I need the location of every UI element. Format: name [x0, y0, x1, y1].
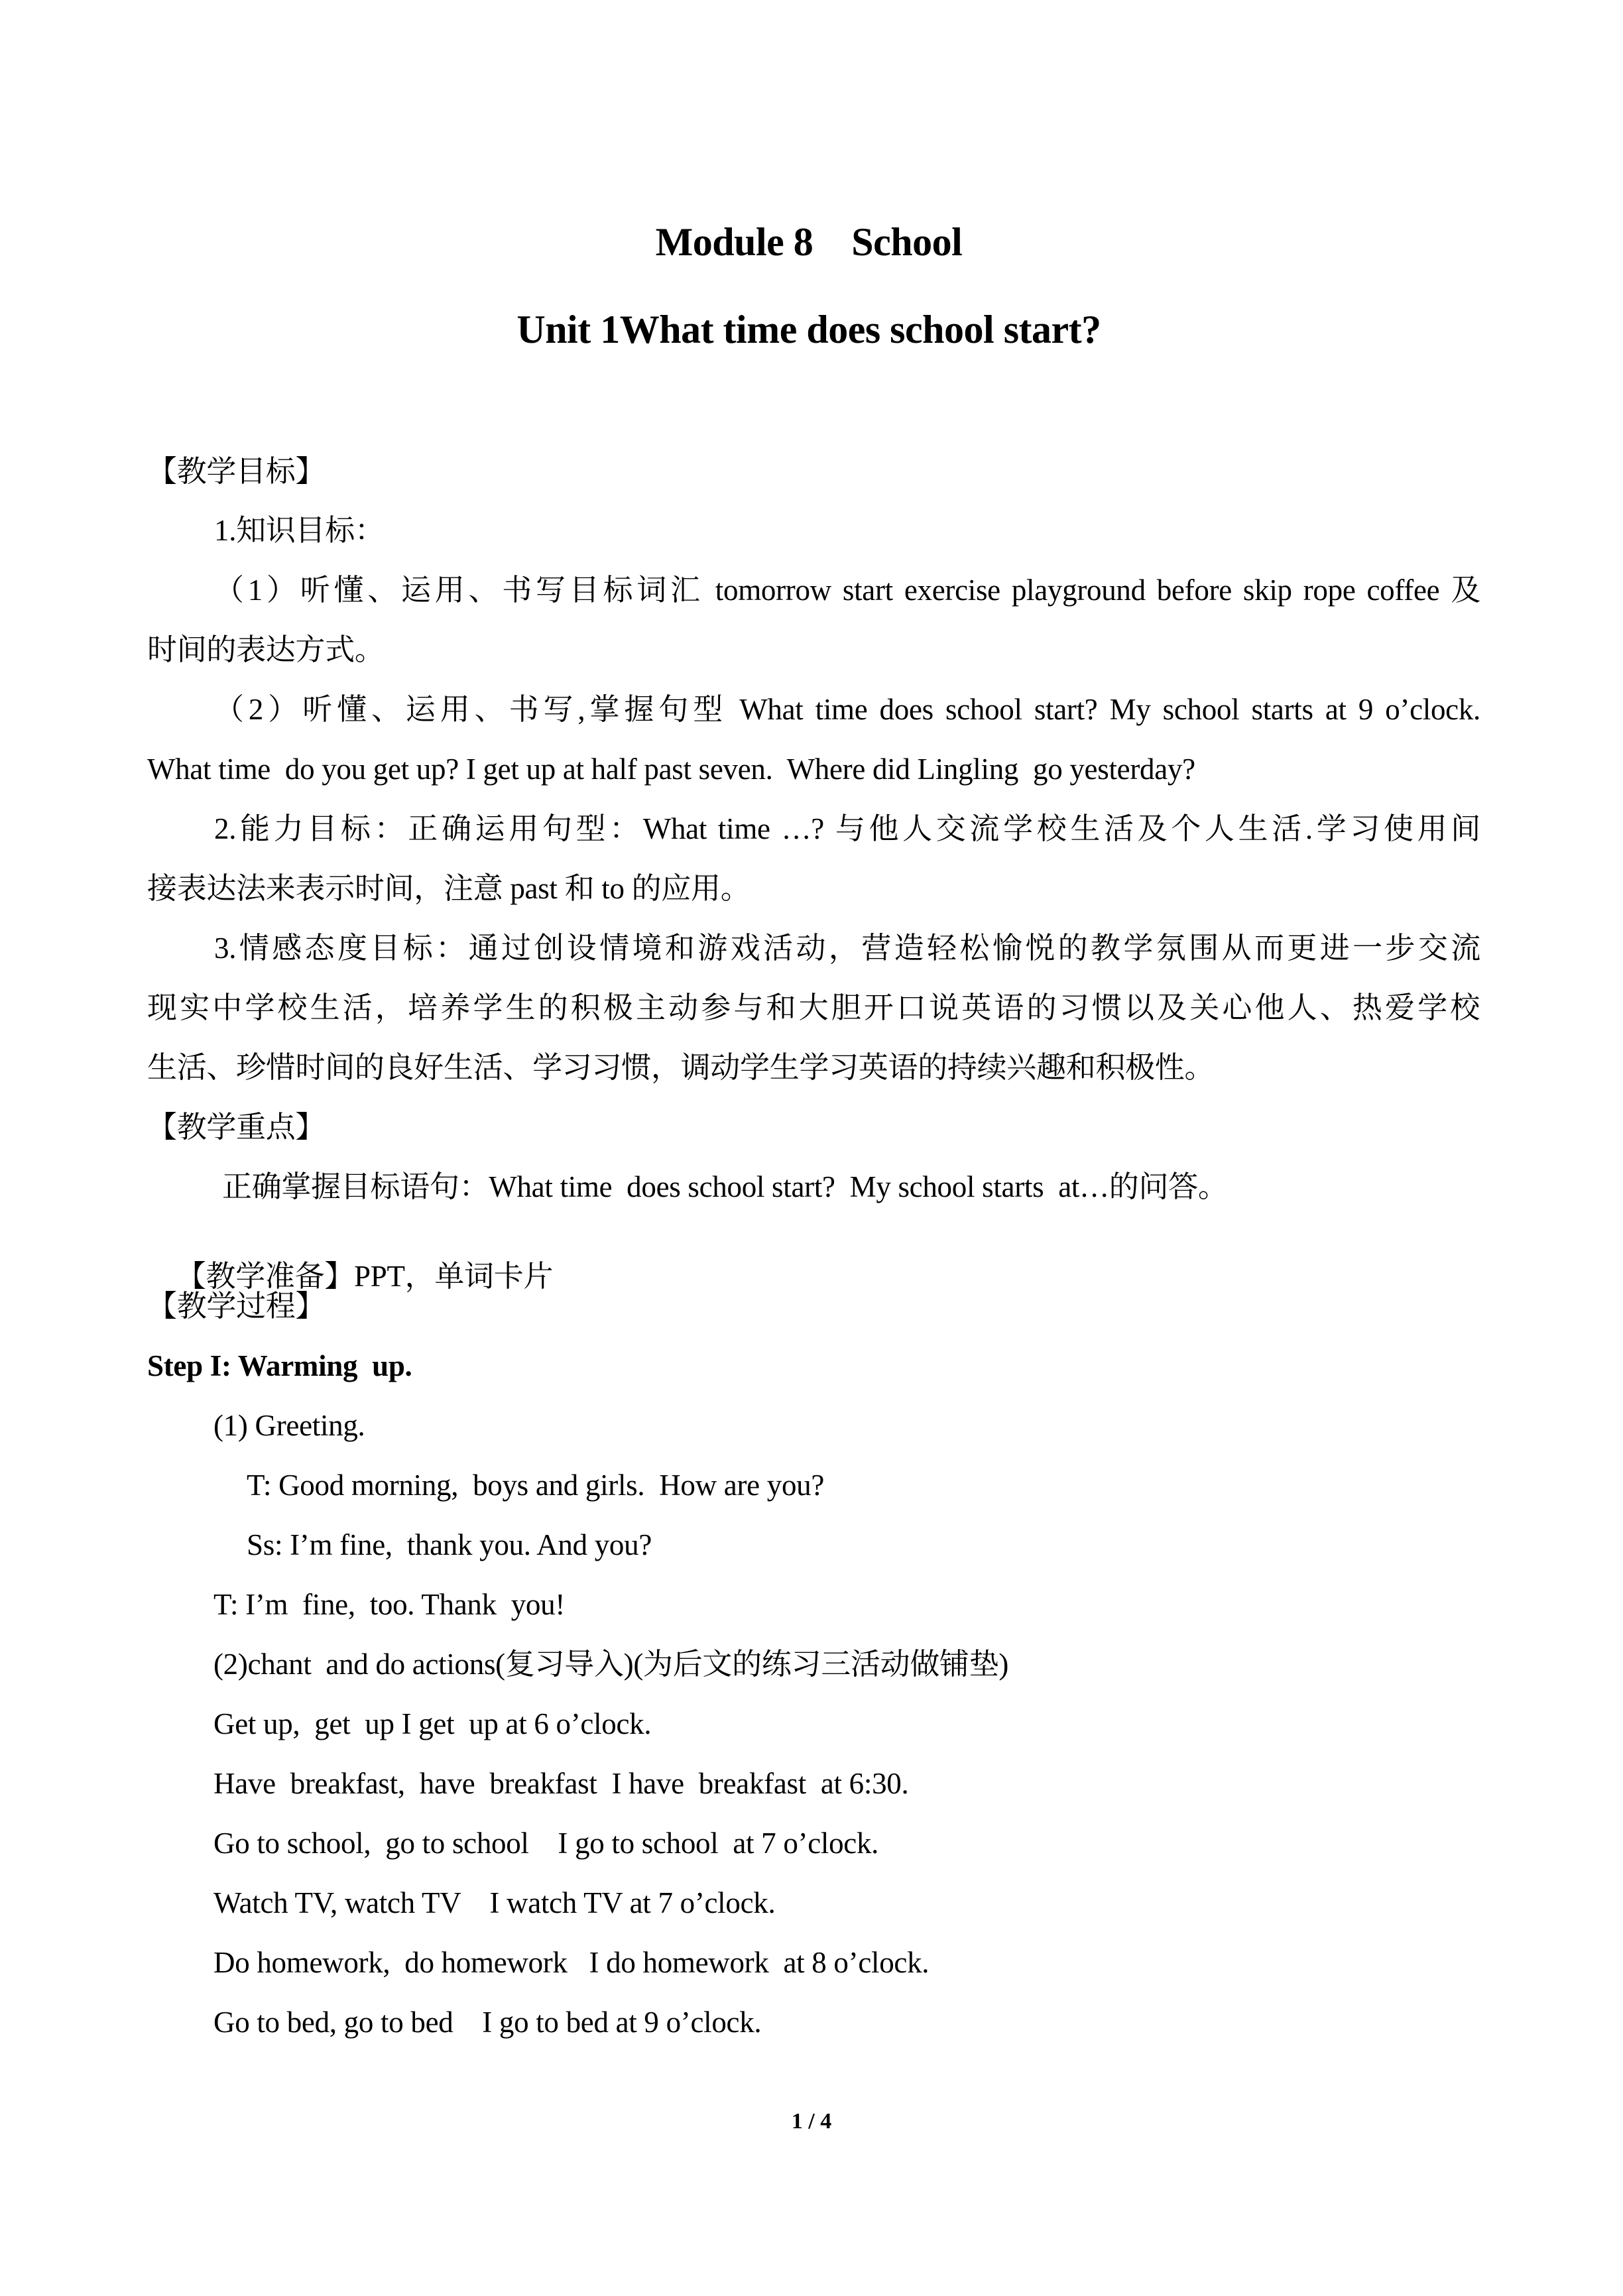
key-points-content: 正确掌握目标语句：What time does school start? My school starts at…的问答。 — [222, 1170, 1228, 1203]
page-number: 1 / 4 — [791, 2109, 832, 2134]
ability-objective-line1: 2.能力目标：正确运用句型：What time …? 与他人交流学校生活及个人生活.学习使用间 — [214, 812, 1480, 845]
process-heading: 【教学过程】 — [147, 1290, 326, 1323]
key-points-heading: 【教学重点】 — [147, 1111, 326, 1144]
emotion-objective-line3: 生活、珍惜时间的良好生活、学习习惯，调动学生学习英语的持续兴趣和积极性。 — [147, 1051, 1215, 1084]
document-title: Module 8 School — [655, 220, 963, 264]
knowledge-objective-2-line2: What time do you get up? I get up at half past seven. Where did Lingling go yesterday? — [147, 753, 1195, 786]
dialogue-line: T: Good morning, boys and girls. How are you? — [247, 1469, 825, 1502]
emotion-objective-line2: 现实中学校生活，培养学生的积极主动参与和大胆开口说英语的习惯以及关心他人、热爱学校 — [147, 991, 1480, 1024]
chant-line: Go to bed, go to bed I go to bed at 9 o’clock. — [213, 2006, 762, 2039]
chant-line: Have breakfast, have breakfast I have breakfast at 6:30. — [213, 1767, 909, 1800]
dialogue-line: T: I’m fine, too. Thank you! — [213, 1588, 566, 1621]
knowledge-objective-2-line1: （2）听懂、运用、书写,掌握句型 What time does school start? My school starts at 9 o’clock. — [214, 693, 1480, 726]
preparation-heading: 【教学准备】 — [176, 1260, 355, 1293]
emotion-objective-line1: 3.情感态度目标：通过创设情境和游戏活动，营造轻松愉悦的教学氛围从而更进一步交流 — [214, 932, 1480, 965]
step1-title: Step I: Warming up. — [147, 1349, 412, 1382]
chant-line: Watch TV, watch TV I watch TV at 7 o’clock. — [213, 1886, 776, 1919]
knowledge-objective-label: 1.知识目标： — [214, 514, 385, 547]
chant-line: Go to school, go to school I go to school at 7 o’clock. — [213, 1827, 879, 1860]
knowledge-objective-1-line2: 时间的表达方式。 — [147, 633, 385, 666]
chant-label: (2)chant and do actions(复习导入)(为后文的练习三活动做铺垫) — [213, 1648, 1009, 1681]
objectives-heading: 【教学目标】 — [147, 455, 326, 488]
knowledge-objective-1-line1: （1）听懂、运用、书写目标词汇 tomorrow start exercise playground before skip rope coffee 及 — [214, 574, 1480, 607]
ability-objective-line2: 接表达法来表示时间，注意 past 和 to 的应用。 — [147, 872, 751, 905]
chant-line: Get up, get up I get up at 6 o’clock. — [213, 1707, 652, 1740]
greeting-label: (1) Greeting. — [213, 1409, 365, 1442]
preparation-content: PPT，单词卡片 — [354, 1260, 554, 1293]
chant-line: Do homework, do homework I do homework at 8 o’clock. — [213, 1946, 930, 1979]
dialogue-line: Ss: I’m fine, thank you. And you? — [247, 1528, 652, 1561]
document-subtitle: Unit 1What time does school start? — [516, 308, 1101, 351]
